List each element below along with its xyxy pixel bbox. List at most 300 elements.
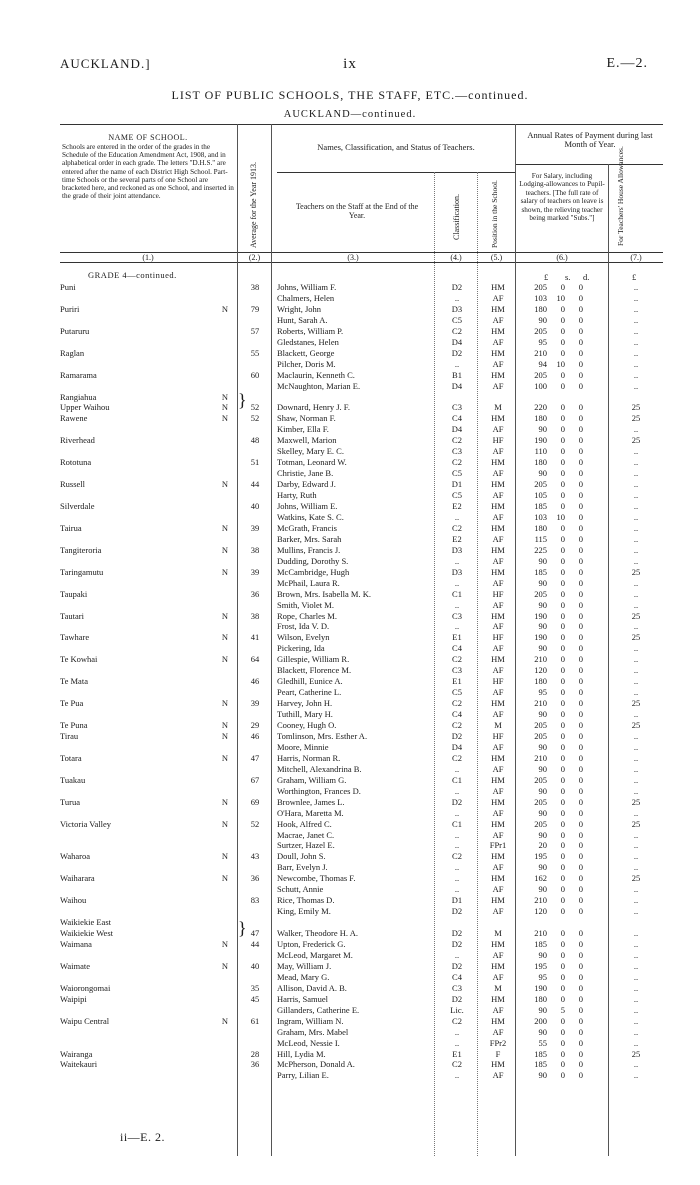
position: HM xyxy=(491,818,505,829)
house-allowance: .. xyxy=(633,654,639,665)
average-attendance: 64 xyxy=(250,654,260,665)
average-attendance: 47 xyxy=(250,752,260,763)
teacher-name: Graham, William G. xyxy=(277,774,347,785)
salary-pence: 0 xyxy=(578,949,583,960)
salary-shillings: 0 xyxy=(560,501,565,511)
salary-shillings: 0 xyxy=(560,1037,565,1048)
classification: .. xyxy=(454,1037,460,1048)
salary xyxy=(525,1005,605,1016)
salary-pence: 0 xyxy=(578,720,583,730)
classification: .. xyxy=(454,292,460,303)
house-allowance: .. xyxy=(633,785,639,796)
salary-pence: 0 xyxy=(578,1004,583,1015)
position: HM xyxy=(491,960,505,971)
salary-pounds: 195 xyxy=(534,851,547,862)
table-row xyxy=(0,994,700,1005)
table-row xyxy=(0,731,700,742)
salary xyxy=(525,972,605,983)
salary-pence: 0 xyxy=(578,1037,583,1048)
salary xyxy=(525,556,605,567)
salary-shillings: 0 xyxy=(560,588,565,599)
salary-pence: 0 xyxy=(578,380,583,391)
salary-pence: 0 xyxy=(578,544,583,555)
house-allowance: .. xyxy=(633,358,639,369)
teacher-name: Hook, Alfred C. xyxy=(277,818,332,829)
position: HM xyxy=(491,654,505,665)
classification: C1 xyxy=(452,774,462,785)
salary-shillings: 0 xyxy=(560,1015,565,1026)
teacher-name: Blackett, Florence M. xyxy=(277,665,352,676)
salary-pounds: 225 xyxy=(534,544,547,555)
average-attendance: 38 xyxy=(250,610,260,621)
house-allowance: .. xyxy=(633,665,639,676)
bracket-waikiekie: } xyxy=(238,918,247,938)
salary-pence: 0 xyxy=(578,566,583,577)
position: AF xyxy=(492,687,504,698)
house-allowance: .. xyxy=(633,490,639,501)
salary-shillings: 0 xyxy=(560,643,565,654)
salary-shillings: 0 xyxy=(560,522,565,533)
salary-pounds: 185 xyxy=(534,566,547,577)
salary-shillings: 0 xyxy=(560,796,565,807)
classification: C5 xyxy=(452,687,462,698)
school-name: Raglan xyxy=(60,347,85,358)
salary-pence: 0 xyxy=(578,292,583,303)
native-flag: N xyxy=(221,654,229,665)
salary-pounds: 195 xyxy=(534,960,547,971)
average-attendance: 67 xyxy=(250,774,260,785)
teacher-name: Tomlinson, Mrs. Esther A. xyxy=(277,730,368,741)
salary xyxy=(525,731,605,742)
position: HM xyxy=(491,993,505,1004)
classification: .. xyxy=(454,621,460,632)
salary-pence: 0 xyxy=(578,522,583,533)
salary-shillings: 0 xyxy=(560,347,565,358)
table-row xyxy=(0,1059,700,1070)
salary-shillings: 0 xyxy=(560,621,565,632)
school-name: Waimate xyxy=(60,960,90,971)
salary-pence: 0 xyxy=(578,1070,583,1081)
salary-pounds: 115 xyxy=(534,533,547,544)
table-row xyxy=(0,479,700,490)
salary-pence: 0 xyxy=(578,501,583,511)
table-row xyxy=(0,545,700,556)
house-allowance: .. xyxy=(633,949,639,960)
school-name: Totara xyxy=(60,752,82,763)
table-row xyxy=(0,326,700,337)
salary-pounds: 205 xyxy=(534,720,547,730)
house-allowance: 25 xyxy=(631,698,641,709)
house-allowance: .. xyxy=(633,380,639,391)
column-number-6: (6.) xyxy=(556,253,568,262)
teacher-name: Cooney, Hugh O. xyxy=(277,720,337,730)
position: AF xyxy=(492,1070,504,1081)
salary-pence: 0 xyxy=(578,752,583,763)
salary xyxy=(525,775,605,786)
position: AF xyxy=(492,511,504,522)
school-name: Waipipi xyxy=(60,993,87,1004)
salary xyxy=(525,797,605,808)
salary-pence: 0 xyxy=(578,665,583,676)
salary-shillings: 0 xyxy=(560,730,565,741)
native-flag: N xyxy=(221,413,229,424)
teacher-name: Harris, Norman R. xyxy=(277,752,341,763)
salary-pounds: 103 xyxy=(534,292,547,303)
salary-pounds: 95 xyxy=(538,336,547,347)
salary-shillings: 0 xyxy=(560,895,565,906)
house-allowance: 25 xyxy=(631,566,641,577)
classification: .. xyxy=(454,873,460,884)
teacher-name: Gledhill, Eunice A. xyxy=(277,676,343,687)
salary xyxy=(525,545,605,556)
salary-pounds: 162 xyxy=(534,873,547,884)
classification: C3 xyxy=(452,665,462,676)
school-name: Waikiekie East xyxy=(60,917,112,928)
table-row xyxy=(0,402,700,413)
average-attendance: 36 xyxy=(250,1059,260,1070)
table-row xyxy=(0,337,700,348)
salary xyxy=(525,851,605,862)
table-row xyxy=(0,534,700,545)
salary-pence: 0 xyxy=(578,402,583,413)
salary-pence: 0 xyxy=(578,698,583,709)
salary xyxy=(525,490,605,501)
salary xyxy=(525,589,605,600)
house-allowance: .. xyxy=(633,1015,639,1026)
salary-pounds: 200 xyxy=(534,1015,547,1026)
teacher-name: Allison, David A. B. xyxy=(277,982,347,993)
house-allowance: .. xyxy=(633,752,639,763)
school-name: Tirau xyxy=(60,730,79,741)
position: AF xyxy=(492,490,504,501)
salary-pounds: 95 xyxy=(538,971,547,982)
native-flag: N xyxy=(221,522,229,533)
salary-pounds: 105 xyxy=(534,490,547,501)
salary-pounds: 120 xyxy=(534,906,547,917)
salary-shillings: 0 xyxy=(560,369,565,380)
salary-pounds: 210 xyxy=(534,698,547,709)
school-name: Te Pua xyxy=(60,698,84,709)
house-allowance: .. xyxy=(633,643,639,654)
school-name: Tautari xyxy=(60,610,84,621)
salary-pounds: 94 xyxy=(538,358,547,369)
school-name: Putaruru xyxy=(60,325,90,336)
salary-pence: 0 xyxy=(578,993,583,1004)
school-name: Waharoa xyxy=(60,851,90,862)
position: AF xyxy=(492,446,504,457)
classification: C4 xyxy=(452,971,462,982)
table-row xyxy=(0,611,700,622)
teacher-name: O'Hara, Maretta M. xyxy=(277,807,344,818)
classification: D2 xyxy=(451,960,463,971)
teacher-name: Frost, Ida V. D. xyxy=(277,621,330,632)
position: AF xyxy=(492,1004,504,1015)
salary-pounds: 90 xyxy=(538,709,547,720)
classification: C3 xyxy=(452,446,462,457)
salary xyxy=(525,567,605,578)
table-row xyxy=(0,523,700,534)
salary-pence: 0 xyxy=(578,479,583,490)
salary-shillings: 0 xyxy=(560,851,565,862)
column-number-3: (3.) xyxy=(347,253,359,262)
teacher-name: Roberts, William P. xyxy=(277,325,344,336)
rates-group-heading: Annual Rates of Payment during last Month of Year. xyxy=(527,130,653,149)
classification: D2 xyxy=(451,939,463,949)
position: HM xyxy=(491,347,505,358)
classification: .. xyxy=(454,555,460,566)
table-row xyxy=(0,512,700,523)
salary-shillings: 0 xyxy=(560,1026,565,1037)
teacher-name: Mullins, Francis J. xyxy=(277,544,341,555)
native-flag: N xyxy=(221,752,229,763)
salary-pence: 0 xyxy=(578,1059,583,1070)
teacher-name: Gillespie, William R. xyxy=(277,654,350,665)
teacher-name: Barr, Evelyn J. xyxy=(277,862,328,873)
teacher-name: Kimber, Ella F. xyxy=(277,424,329,435)
house-allowance: .. xyxy=(633,960,639,971)
table-row xyxy=(0,840,700,851)
native-flag: N xyxy=(221,730,229,741)
teacher-name: McPherson, Donald A. xyxy=(277,1059,355,1070)
classification: C2 xyxy=(452,325,462,336)
column-number-4: (4.) xyxy=(450,253,462,262)
classification: C2 xyxy=(452,435,462,446)
salary-pence: 0 xyxy=(578,906,583,917)
salary-shillings: 10 xyxy=(556,292,565,303)
average-column-heading: Average for the Year 1913. xyxy=(249,161,258,248)
salary-pence: 0 xyxy=(578,599,583,610)
salary xyxy=(525,632,605,643)
table-row xyxy=(0,392,700,403)
salary xyxy=(525,873,605,884)
salary xyxy=(525,326,605,337)
teacher-name: Hill, Lydia M. xyxy=(277,1048,326,1059)
classification: D3 xyxy=(451,303,463,314)
school-name: Tawhare xyxy=(60,632,90,643)
salary-pence: 0 xyxy=(578,643,583,654)
column-number-5: (5.) xyxy=(490,253,503,262)
house-allowance: .. xyxy=(633,829,639,840)
salary-pounds: 180 xyxy=(534,303,547,314)
house-allowance: 25 xyxy=(631,796,641,807)
house-allowance: .. xyxy=(633,336,639,347)
salary xyxy=(525,534,605,545)
classification: C1 xyxy=(452,588,462,599)
salary xyxy=(525,611,605,622)
currency-house: £ xyxy=(632,272,637,282)
native-flag: N xyxy=(221,698,229,709)
classification-column-heading: Classification. xyxy=(452,194,461,240)
position: HM xyxy=(491,457,505,468)
position: HM xyxy=(491,413,505,424)
native-flag: N xyxy=(221,1015,229,1026)
average-attendance: 48 xyxy=(250,435,260,446)
salary xyxy=(525,282,605,293)
position: HM xyxy=(491,501,505,511)
house-allowance: 25 xyxy=(631,1048,641,1059)
position: HF xyxy=(492,730,504,741)
school-name: Silverdale xyxy=(60,501,95,511)
table-row xyxy=(0,468,700,479)
school-name: Tangiteroria xyxy=(60,544,102,555)
salary-pence: 0 xyxy=(578,676,583,687)
salary-shillings: 0 xyxy=(560,479,565,490)
house-allowance: .. xyxy=(633,292,639,303)
native-flag: N xyxy=(221,851,229,862)
page-title: LIST OF PUBLIC SCHOOLS, THE STAFF, ETC.—continued. xyxy=(171,88,529,102)
position: AF xyxy=(492,884,504,895)
teacher-name: McGrath, Francis xyxy=(277,522,337,533)
house-allowance: .. xyxy=(633,840,639,851)
teacher-name: Skelley, Mary E. C. xyxy=(277,446,344,457)
salary xyxy=(525,424,605,435)
table-row xyxy=(0,961,700,972)
bracket-rangiahua: } xyxy=(238,390,247,410)
salary-pounds: 20 xyxy=(538,840,547,851)
house-allowance: 25 xyxy=(631,435,641,446)
salary xyxy=(525,819,605,830)
salary xyxy=(525,457,605,468)
position: F xyxy=(495,1048,501,1059)
house-allowance: 25 xyxy=(631,402,641,413)
salary-pence: 0 xyxy=(578,369,583,380)
house-allowance: .. xyxy=(633,577,639,588)
salary-shillings: 0 xyxy=(560,325,565,336)
salary-shillings: 0 xyxy=(560,774,565,785)
classification: .. xyxy=(454,807,460,818)
house-allowance: .. xyxy=(633,468,639,479)
salary-pounds: 55 xyxy=(538,1037,547,1048)
classification: .. xyxy=(454,1070,460,1081)
native-flag: N xyxy=(221,391,229,402)
average-attendance: 40 xyxy=(250,501,260,511)
position: HM xyxy=(491,522,505,533)
average-attendance: 35 xyxy=(250,982,260,993)
teacher-name: Wright, John xyxy=(277,303,322,314)
school-name: Waikiekie West xyxy=(60,928,114,939)
position: HF xyxy=(492,435,504,446)
table-row xyxy=(0,862,700,873)
salary-shillings: 0 xyxy=(560,555,565,566)
teacher-name: Watkins, Kate S. C. xyxy=(277,511,344,522)
school-name: Te Mata xyxy=(60,676,88,687)
teacher-name: Darby, Edward J. xyxy=(277,479,336,490)
salary xyxy=(525,348,605,359)
salary-shillings: 0 xyxy=(560,829,565,840)
school-name: Victoria Valley xyxy=(60,818,112,829)
position-column-heading: Position in the School. xyxy=(490,180,499,248)
salary xyxy=(525,468,605,479)
salary xyxy=(525,895,605,906)
table-row xyxy=(0,446,700,457)
salary-pence: 0 xyxy=(578,763,583,774)
house-allowance: .. xyxy=(633,347,639,358)
teacher-name: Harris, Samuel xyxy=(277,993,328,1004)
salary-shillings: 0 xyxy=(560,862,565,873)
running-header-right: E.—2. xyxy=(606,56,648,71)
position: AF xyxy=(492,906,504,917)
table-row xyxy=(0,895,700,906)
position: AF xyxy=(492,336,504,347)
position: HM xyxy=(491,895,505,906)
house-allowance: .. xyxy=(633,446,639,457)
house-allowance: .. xyxy=(633,511,639,522)
salary-shillings: 0 xyxy=(560,282,565,292)
table-row xyxy=(0,304,700,315)
salary-pounds: 90 xyxy=(538,621,547,632)
average-attendance: 29 xyxy=(250,720,260,730)
salary-shillings: 0 xyxy=(560,818,565,829)
position: M xyxy=(494,928,502,939)
classification: D1 xyxy=(451,895,463,906)
table-row xyxy=(0,457,700,468)
classification: C4 xyxy=(452,709,462,720)
salary xyxy=(525,808,605,819)
position: M xyxy=(494,720,502,730)
salary-pounds: 90 xyxy=(538,314,547,325)
house-allowance: .. xyxy=(633,730,639,741)
salary xyxy=(525,381,605,392)
salary-shillings: 0 xyxy=(560,752,565,763)
school-name: Upper Waihou xyxy=(60,402,110,413)
teacher-name: Tuthill, Mary H. xyxy=(277,709,333,720)
classification: .. xyxy=(454,511,460,522)
salary-pounds: 205 xyxy=(534,796,547,807)
table-row xyxy=(0,315,700,326)
position: AF xyxy=(492,829,504,840)
house-allowance: .. xyxy=(633,982,639,993)
salary-shillings: 0 xyxy=(560,906,565,917)
school-name: Ramarama xyxy=(60,369,97,380)
table-row xyxy=(0,1070,700,1081)
school-name: Rangiahua xyxy=(60,391,97,402)
salary-shillings: 0 xyxy=(560,873,565,884)
salary xyxy=(525,435,605,446)
teacher-name: Smith, Violet M. xyxy=(277,599,334,610)
classification: C4 xyxy=(452,413,462,424)
salary-pence: 0 xyxy=(578,862,583,873)
average-attendance: 46 xyxy=(250,676,260,687)
classification: .. xyxy=(454,829,460,840)
teacher-name: Johns, William E. xyxy=(277,501,338,511)
classification: E1 xyxy=(452,1048,462,1059)
classification: C2 xyxy=(452,1015,462,1026)
salary xyxy=(525,720,605,731)
salary-pence: 0 xyxy=(578,829,583,840)
position: HF xyxy=(492,676,504,687)
classification: D3 xyxy=(451,544,463,555)
table-row xyxy=(0,665,700,676)
average-attendance: 38 xyxy=(250,282,260,292)
position: HM xyxy=(491,369,505,380)
salary-shillings: 0 xyxy=(560,982,565,993)
table-row xyxy=(0,654,700,665)
position: HM xyxy=(491,544,505,555)
table-row xyxy=(0,676,700,687)
average-attendance: 52 xyxy=(250,402,260,413)
salary-pounds: 205 xyxy=(534,818,547,829)
salary-shillings: 0 xyxy=(560,884,565,895)
table-row xyxy=(0,490,700,501)
page-footer: ii—E. 2. xyxy=(120,1130,165,1144)
salary-pounds: 90 xyxy=(538,1004,547,1015)
table-row xyxy=(0,1016,700,1027)
teacher-name: Christie, Jane B. xyxy=(277,468,334,479)
school-name: Waihou xyxy=(60,895,87,906)
salary-pounds: 210 xyxy=(534,928,547,939)
salary-pence: 0 xyxy=(578,533,583,544)
classification: D4 xyxy=(451,424,463,435)
